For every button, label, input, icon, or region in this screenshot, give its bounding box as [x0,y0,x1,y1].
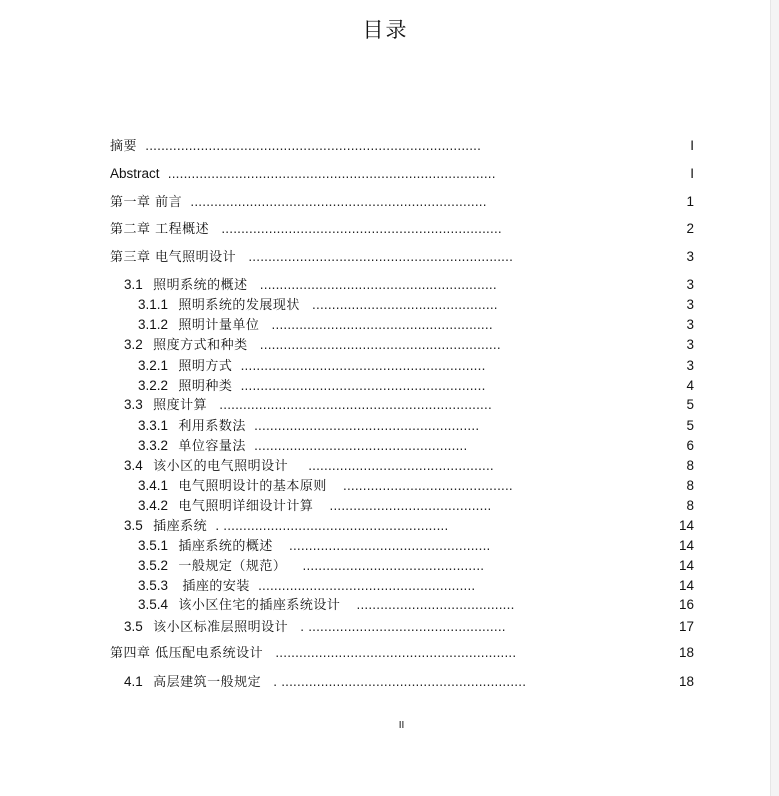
leader-dots: ......................................... [317,498,492,513]
toc-entry-label: 插座系统的概述 [178,539,273,554]
toc-entry-number: 3.2.1 [138,358,169,373]
leader-dots: ........................................................ [263,317,493,332]
toc-entry-number: 3.5.1 [138,538,169,553]
toc-entry-label: 照明方式 [178,359,233,374]
toc-entry-3-5-3[interactable] [138,576,475,596]
toc-entry-number: 4.1 [124,674,143,689]
toc-entry-label: 插座的安装 [182,579,250,594]
toc-entry-chapter-2[interactable] [110,219,502,239]
toc-page-number: 17 [678,619,694,634]
toc-entry-label: 第二章 工程概述 [110,222,210,237]
toc-entry-3-1-1[interactable] [138,295,498,315]
toc-entry-3-1-2[interactable] [138,315,493,335]
leader-dots: ........................................... [331,478,513,493]
toc-entry-label: 电气照明设计的基本原则 [178,479,327,494]
toc-page-number: 8 [686,498,694,513]
leader-dots: ....................................................................... [213,221,502,236]
toc-page-number: 3 [686,277,694,292]
toc-entry-label: 照明系统的发展现状 [178,298,300,313]
toc-entry-number: 3.3.2 [138,438,169,453]
toc-entry-label: 高层建筑一般规定 [153,675,262,690]
leader-dots: ............................................................. [267,645,517,660]
toc-entry-3-5-1[interactable] [138,536,490,556]
toc-entry-number: 3.3.1 [138,418,169,433]
leader-dots: ................................................... [277,538,491,553]
toc-entry-label: 利用系数法 [178,419,246,434]
toc-entry-label: 照明系统的概述 [153,278,248,293]
toc-page-number: 1 [686,194,694,209]
toc-entry-label: 单位容量法 [178,439,246,454]
toc-entry-label: 照度计算 [153,398,208,413]
toc-page-number: 3 [686,317,694,332]
leader-dots: ............................................................ [251,277,497,292]
leader-dots: ................................................................................... [163,166,496,181]
toc-page-number: 5 [686,418,694,433]
page-title: 目录 [362,18,409,42]
toc-entry-label: 第四章 低压配电系统设计 [110,646,264,661]
toc-page-number: 16 [678,597,694,612]
toc-entry-3-4-2[interactable] [138,496,491,516]
toc-entry-label: 一般规定（规范） [178,559,287,574]
leader-dots: ................................................................... [240,249,514,264]
toc-entry-label: 摘要 [110,139,138,154]
toc-entry-number: 3.1.1 [138,297,169,312]
toc-entry-4-1[interactable] [124,672,526,692]
leader-dots: . .............................................................. [265,674,527,689]
toc-entry-chapter-4[interactable] [110,643,516,663]
toc-entry-number: 3.5.4 [138,597,169,612]
toc-entry-label: 第一章 前言 [110,195,183,210]
toc-entry-number: 3.5 [124,619,143,634]
toc-entry-label: 该小区标准层照明设计 [153,620,289,635]
leader-dots: .............................................. [290,558,485,573]
toc-entry-label: Abstract [110,166,160,181]
toc-entry-label: 照明计量单位 [178,318,260,333]
toc-page-number: 3 [686,337,694,352]
toc-page-number: I [690,166,694,181]
toc-page-number: 3 [686,358,694,373]
leader-dots: .............................................................. [236,358,486,373]
toc-entry-3-3-1[interactable] [138,416,479,436]
toc-page-number: 6 [686,438,694,453]
toc-entry-number: 3.4 [124,458,143,473]
toc-entry-number: 3.4.2 [138,498,169,513]
toc-entry-3-3-2[interactable] [138,436,467,456]
toc-entry-chapter-1[interactable] [110,192,487,212]
leader-dots: ...................................................... [250,438,468,453]
toc-page-number: 3 [686,249,694,264]
toc-entry-chapter-3[interactable] [110,247,513,267]
toc-page-number: 14 [678,558,694,573]
leader-dots: ........................................................................... [186,194,487,209]
toc-entry-label: 照明种类 [178,379,233,394]
toc-page-number: I [690,138,694,153]
toc-entry-3-4-1[interactable] [138,476,513,496]
toc-page-number: 18 [678,674,694,689]
leader-dots: ........................................ [344,597,515,612]
toc-entry-3-2-1[interactable] [138,356,486,376]
toc-entry-label: 电气照明详细设计计算 [178,499,314,514]
toc-entry-number: 3.2 [124,337,143,352]
leader-dots: ....................................................... [254,578,476,593]
toc-entry-number: 3.5.2 [138,558,169,573]
toc-entry-label: 照度方式和种类 [153,338,248,353]
toc-entry-label: 该小区的电气照明设计 [153,459,289,474]
toc-entry-3-5[interactable] [124,516,448,536]
leader-dots: ............................................... [304,297,498,312]
toc-entry-number: 3.1 [124,277,143,292]
toc-entry-label: 插座系统 [153,519,208,534]
page-footer-number: II [398,720,405,731]
toc-page-number: 8 [686,458,694,473]
leader-dots: ............................................................. [251,337,501,352]
toc-entry-3-4[interactable] [124,456,494,476]
leader-dots: . ......................................................... [211,518,449,533]
toc-entry-abstract[interactable] [110,164,496,184]
toc-entry-number: 3.3 [124,397,143,412]
leader-dots: ..................................................................................... [141,138,482,153]
viewer-background [771,0,779,796]
toc-entry-number: 3.5 [124,518,143,533]
toc-entry-number: 3.2.2 [138,378,169,393]
leader-dots: ......................................................... [250,418,480,433]
toc-page-number: 14 [678,578,694,593]
toc-page-number: 2 [686,221,694,236]
toc-entry-number: 3.1.2 [138,317,169,332]
toc-page-number: 14 [678,538,694,553]
toc-entry-label: 该小区住宅的插座系统设计 [178,598,341,613]
leader-dots: ..................................................................... [211,397,492,412]
toc-page-number: 3 [686,297,694,312]
leader-dots: ............................................... [292,458,494,473]
toc-page-number: 5 [686,397,694,412]
toc-page-number: 8 [686,478,694,493]
toc-page-number: 14 [678,518,694,533]
leader-dots: .............................................................. [236,378,486,393]
toc-entry-number: 3.4.1 [138,478,169,493]
toc-entry-3-5-lighting[interactable] [124,617,506,637]
toc-entry-3-3[interactable] [124,395,492,415]
toc-entry-number: 3.5.3 [138,578,169,593]
toc-entry-3-5-2[interactable] [138,556,484,576]
toc-entry-3-2[interactable] [124,335,501,355]
toc-page-number: 18 [678,645,694,660]
toc-entry-abstract-cn[interactable] [110,136,481,156]
toc-page-number: 4 [686,378,694,393]
toc-entry-3-1[interactable] [124,275,497,295]
toc-entry-3-5-4[interactable] [138,595,515,615]
toc-entry-3-2-2[interactable] [138,376,486,396]
leader-dots: . .................................................. [292,619,506,634]
toc-entry-label: 第三章 电气照明设计 [110,250,237,265]
